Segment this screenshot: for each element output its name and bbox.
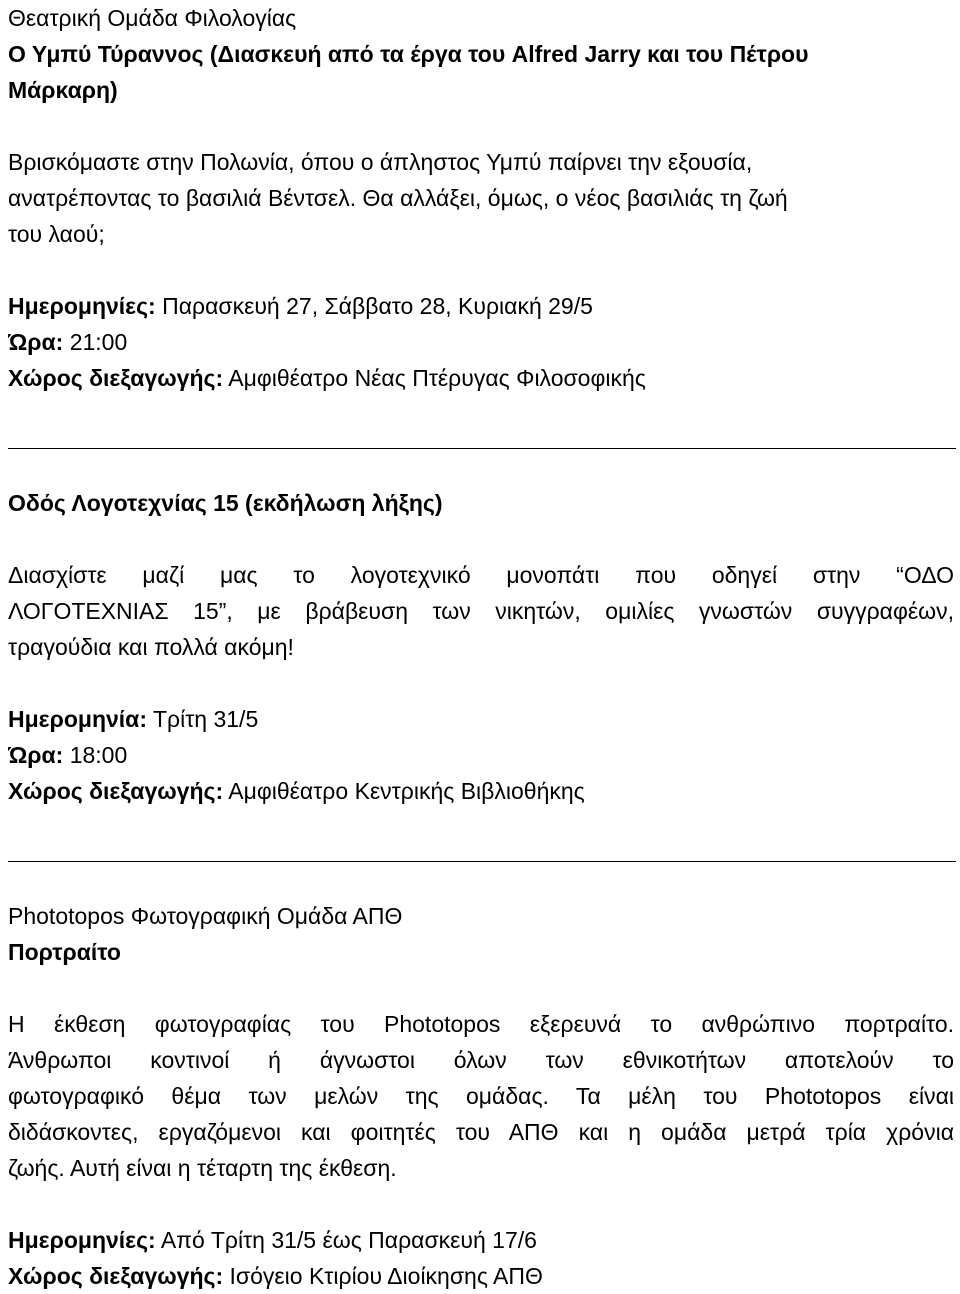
event-date <box>8 701 954 737</box>
play-title-line-2: Μάρκαρη) <box>8 77 118 103</box>
event-venue <box>8 773 954 809</box>
exhibition-description-line-1: Η έκθεση φωτογραφίας του Phototopos εξερευνά το ανθρώπινο πορτραίτο. <box>8 1011 954 1037</box>
play-title-line-1: Ο Υμπύ Τύραννος (Διασκευή από τα έργα του Alfred Jarry και του Πέτρου <box>8 41 809 67</box>
event-date-label: Ημερομηνία: <box>8 706 147 732</box>
photo-group-name: Phototopos Φωτογραφική Ομάδα ΑΠΘ <box>8 903 403 929</box>
document-page <box>8 0 954 1294</box>
play-time-label: Ώρα: <box>8 329 64 355</box>
exhibition-description-line-4: διδάσκοντες, εργαζόμενοι και φοιτητές του ΑΠΘ και η ομάδα μετρά τρία χρόνια <box>8 1119 954 1145</box>
event-time <box>8 737 954 773</box>
play-time <box>8 324 954 360</box>
play-dates <box>8 288 954 324</box>
event-description-line-2: ΛΟΓΟΤΕΧΝΙΑΣ 15”, με βράβευση των νικητών, ομιλίες γνωστών συγγραφέων, <box>8 598 954 624</box>
event-title: Οδός Λογοτεχνίας 15 (εκδήλωση λήξης) <box>8 490 443 516</box>
play-venue-value: Αμφιθέατρο Νέας Πτέρυγας Φιλοσοφικής <box>223 365 646 391</box>
exhibition-description <box>8 1006 954 1186</box>
exhibition-description-line-5: ζωής. Αυτή είναι η τέταρτη της έκθεση. <box>8 1155 397 1181</box>
exhibition-venue <box>8 1258 954 1294</box>
exhibition-dates-label: Ημερομηνίες: <box>8 1227 156 1253</box>
exhibition-description-line-2: Άνθρωποι κοντινοί ή άγνωστοι όλων των εθνικοτήτων αποτελούν το <box>8 1047 954 1073</box>
play-dates-value: Παρασκευή 27, Σάββατο 28, Κυριακή 29/5 <box>155 293 593 319</box>
event-description-line-3: τραγούδια και πολλά ακόμη! <box>8 634 294 660</box>
play-description-line-3: του λαού; <box>8 221 105 247</box>
exhibition-dates-value: Από Τρίτη 31/5 έως Παρασκευή 17/6 <box>155 1227 537 1253</box>
event-date-value: Τρίτη 31/5 <box>146 706 259 732</box>
play-description-line-2: ανατρέποντας το βασιλιά Βέντσελ. Θα αλλάξει, όμως, ο νέος βασιλιάς τη ζωή <box>8 185 788 211</box>
play-venue <box>8 360 954 396</box>
event-venue-label: Χώρος διεξαγωγής: <box>8 778 224 804</box>
event-description-line-1: Διασχίστε μαζί μας το λογοτεχνικό μονοπάτι που οδηγεί στην “ΟΔΟ <box>8 562 954 588</box>
exhibition-venue-value: Ισόγειο Κτιρίου Διοίκησης ΑΠΘ <box>223 1263 543 1289</box>
play-description-line-1: Βρισκόμαστε στην Πολωνία, όπου ο άπληστος Υμπύ παίρνει την εξουσία, <box>8 149 753 175</box>
event-time-label: Ώρα: <box>8 742 64 768</box>
exhibition-venue-label: Χώρος διεξαγωγής: <box>8 1263 224 1289</box>
exhibition-dates <box>8 1222 954 1258</box>
event-time-value: 18:00 <box>63 742 128 768</box>
play-venue-label: Χώρος διεξαγωγής: <box>8 365 224 391</box>
exhibition-title: Πορτραίτο <box>8 939 121 965</box>
event-venue-value: Αμφιθέατρο Κεντρικής Βιβλιοθήκης <box>223 778 585 804</box>
theatre-group-name: Θεατρική Ομάδα Φιλολογίας <box>8 5 297 31</box>
exhibition-description-line-3: φωτογραφικό θέμα των μελών της ομάδας. Τα μέλη του Phototopos είναι <box>8 1083 954 1109</box>
event-description <box>8 557 954 665</box>
play-time-value: 21:00 <box>63 329 128 355</box>
play-dates-label: Ημερομηνίες: <box>8 293 156 319</box>
